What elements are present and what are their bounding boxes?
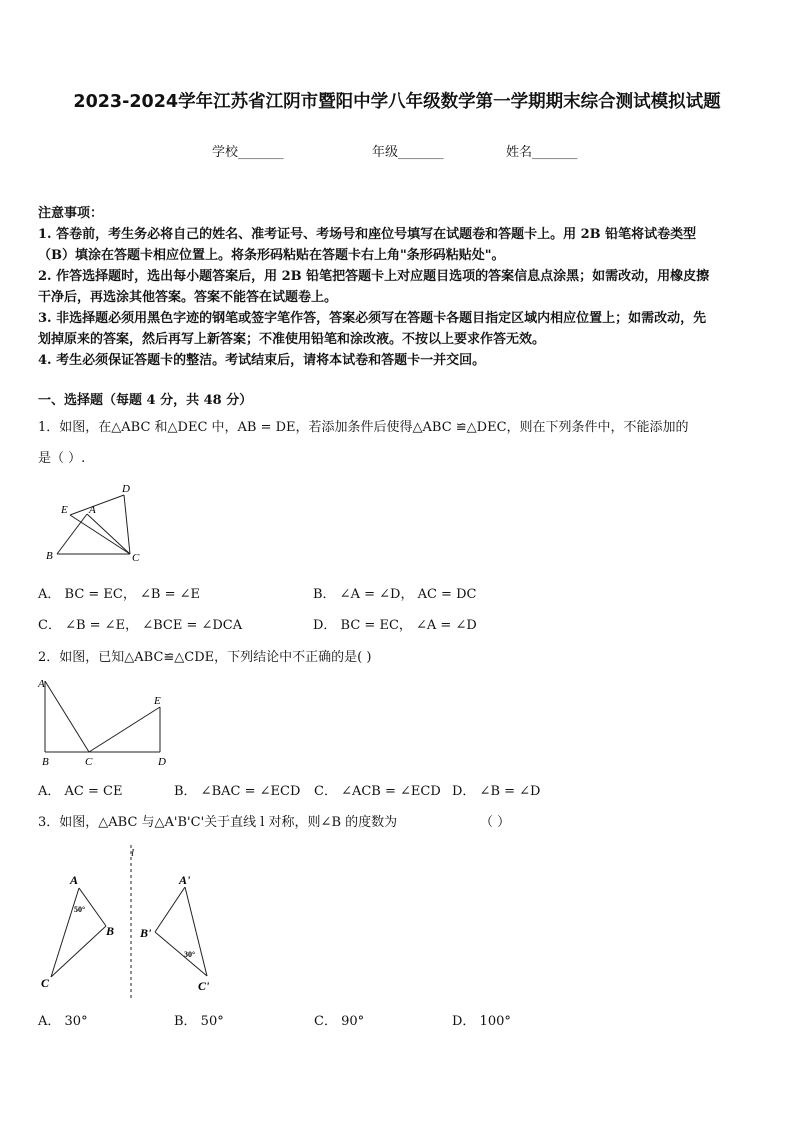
q2-option-a[interactable]: A． AC = CE bbox=[38, 784, 123, 799]
q1-label-b: B bbox=[46, 550, 53, 562]
q3-angle-c-prime: 30° bbox=[184, 950, 196, 959]
q2-figure bbox=[34, 672, 174, 770]
q2-stem: 2．如图，已知△ABC≌△CDE，下列结论中不正确的是( ) bbox=[38, 650, 372, 665]
q3-label-l: l bbox=[131, 847, 135, 859]
q1-stem-line1: 1．如图，在△ABC 和△DEC 中，AB = DE，若添加条件后使得△ABC ≌△DEC，则在下列条件中，不能添加的 bbox=[38, 420, 689, 435]
q2-label-e: E bbox=[154, 695, 161, 707]
notice-heading: 注意事项： bbox=[38, 206, 104, 221]
q3-answer-paren: （ ） bbox=[480, 815, 511, 830]
q3-label-b: B bbox=[106, 924, 115, 938]
q3-label-b-prime: B' bbox=[140, 926, 152, 940]
q3-label-a: A bbox=[70, 873, 79, 887]
notice-line-7: 4. 考生必须保证答题卡的整洁。考试结束后，请将本试卷和答题卡一并交回。 bbox=[38, 353, 486, 368]
q1-label-e: E bbox=[61, 504, 68, 516]
page-title: 2023-2024学年江苏省江阴市暨阳中学八年级数学第一学期期末综合测试模拟试题 bbox=[73, 92, 721, 112]
q2-option-c[interactable]: C． ∠ACB = ∠ECD bbox=[314, 784, 441, 799]
q3-figure bbox=[30, 840, 230, 1000]
notice-line-5: 3. 非选择题必须用黑色字迹的钢笔或签字笔作答，答案必须写在答题卡各题目指定区域内相应位置上；如需改动，先 bbox=[38, 311, 707, 326]
q3-option-c[interactable]: C． 90° bbox=[314, 1014, 365, 1029]
q3-label-a-prime: A' bbox=[179, 873, 191, 887]
school-field[interactable]: 学校_______ bbox=[212, 145, 284, 160]
notice-line-4: 干净后，再选涂其他答案。答案不能答在试题卷上。 bbox=[38, 290, 338, 305]
q1-label-a: A bbox=[89, 504, 96, 516]
q2-label-a: A bbox=[38, 678, 45, 690]
grade-field[interactable]: 年级_______ bbox=[372, 145, 444, 160]
q3-angle-a: 50° bbox=[74, 905, 86, 914]
q2-label-d: D bbox=[158, 756, 166, 768]
q2-option-d[interactable]: D． ∠B = ∠D bbox=[452, 784, 541, 799]
q2-label-b: B bbox=[42, 756, 49, 768]
q1-stem-line2: 是（ ）. bbox=[38, 451, 86, 466]
name-field[interactable]: 姓名_______ bbox=[506, 145, 578, 160]
q1-figure bbox=[40, 480, 150, 570]
q1-option-b[interactable]: B． ∠A = ∠D， AC = DC bbox=[313, 587, 477, 602]
q1-label-d: D bbox=[122, 483, 130, 495]
q1-label-c: C bbox=[132, 552, 140, 564]
q2-label-c: C bbox=[85, 756, 93, 768]
q3-option-d[interactable]: D． 100° bbox=[452, 1014, 511, 1029]
section-heading: 一、选择题（每题 4 分，共 48 分） bbox=[38, 393, 253, 408]
q3-label-c-prime: C' bbox=[198, 979, 210, 993]
notice-line-6: 划掉原来的答案，然后再写上新答案；不准使用铅笔和涂改液。不按以上要求作答无效。 bbox=[38, 332, 546, 347]
q2-option-b[interactable]: B． ∠BAC = ∠ECD bbox=[174, 784, 301, 799]
q3-option-b[interactable]: B． 50° bbox=[174, 1014, 224, 1029]
notice-line-2: （B）填涂在答题卡相应位置上。将条形码粘贴在答题卡右上角"条形码粘贴处"。 bbox=[38, 248, 505, 263]
q3-label-c: C bbox=[41, 976, 50, 990]
q1-option-c[interactable]: C． ∠B = ∠E， ∠BCE = ∠DCA bbox=[38, 618, 243, 633]
notice-line-1: 1. 答卷前，考生务必将自己的姓名、准考证号、考场号和座位号填写在试题卷和答题卡上。用 2B 铅笔将试卷类型 bbox=[38, 227, 697, 242]
notice-line-3: 2. 作答选择题时，选出每小题答案后，用 2B 铅笔把答题卡上对应题目选项的答案信息点涂黑；如需改动，用橡皮擦 bbox=[38, 269, 710, 284]
q3-option-a[interactable]: A． 30° bbox=[38, 1014, 88, 1029]
q1-option-a[interactable]: A． BC = EC， ∠B = ∠E bbox=[38, 587, 200, 602]
q3-stem: 3．如图，△ABC 与△A'B'C'关于直线 l 对称，则∠B 的度数为 bbox=[38, 815, 398, 830]
q1-option-d[interactable]: D． BC = EC， ∠A = ∠D bbox=[313, 618, 477, 633]
